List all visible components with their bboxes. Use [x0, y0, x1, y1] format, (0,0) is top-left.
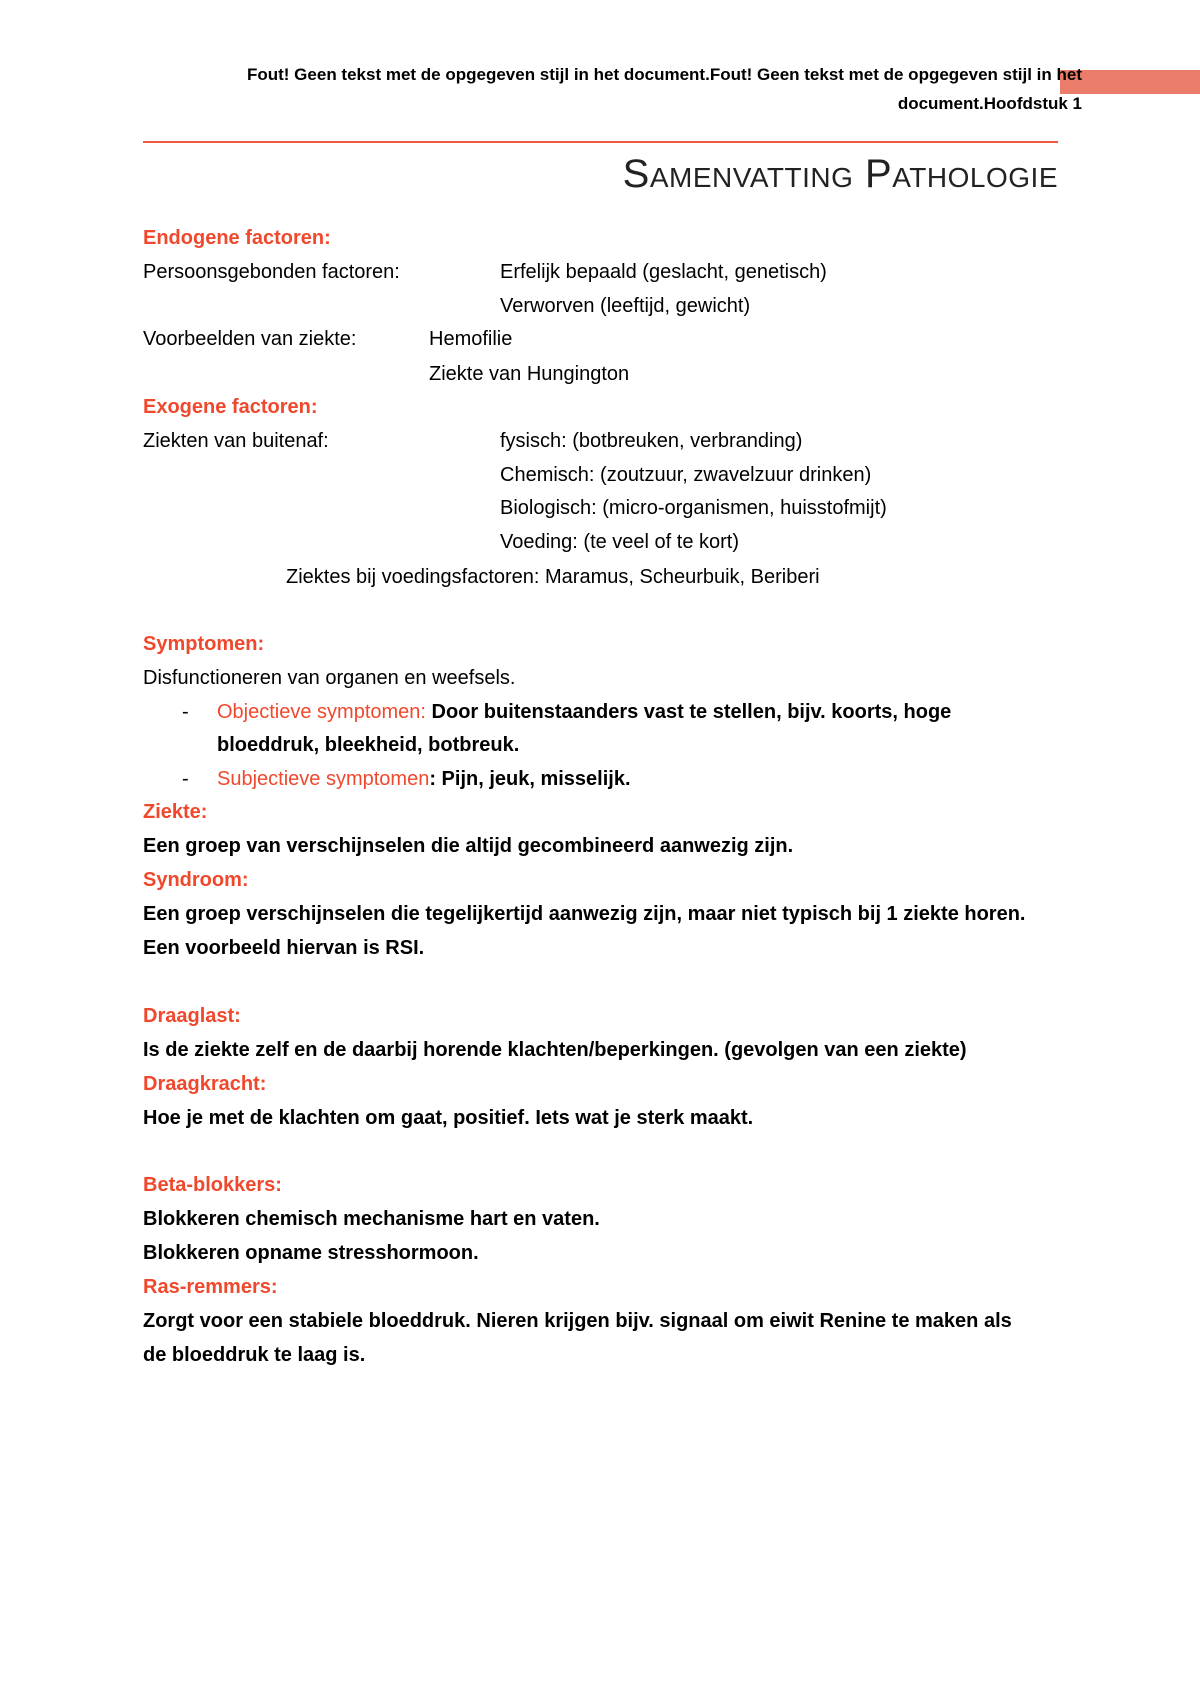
heading-syndroom: Syndroom:: [143, 869, 249, 891]
label-voorbeelden: Voorbeelden van ziekte:: [143, 328, 357, 350]
value-chemisch: Chemisch: (zoutzuur, zwavelzuur drinken): [500, 464, 872, 486]
syndroom-text-1: Een groep verschijnselen die tegelijkertijd aanwezig zijn, maar niet typisch bij 1 ziekte horen.: [143, 903, 1026, 925]
objectief-text: Door buitenstaanders vast te stellen, bijv. koorts, hoge: [425, 701, 952, 723]
ras-text-2: de bloeddruk te laag is.: [143, 1344, 366, 1366]
list-item-objectief: [217, 698, 951, 726]
draagkracht-text: Hoe je met de klachten om gaat, positief. Iets wat je sterk maakt.: [143, 1107, 754, 1129]
header-line-1: Fout! Geen tekst met de opgegeven stijl in het document.Fout! Geen tekst met de opgegeven stijl in het: [246, 65, 1082, 84]
heading-symptomen: Symptomen:: [143, 633, 265, 655]
draaglast-text: Is de ziekte zelf en de daarbij horende klachten/beperkingen. (gevolgen van een ziekte): [143, 1039, 967, 1061]
bullet-dash: -: [182, 701, 189, 723]
list-item-subjectief: [217, 765, 631, 793]
heading-draagkracht: Draagkracht:: [143, 1073, 267, 1095]
value-erfelijk: Erfelijk bepaald (geslacht, genetisch): [500, 261, 827, 283]
value-hungington: Ziekte van Hungington: [429, 363, 630, 385]
header-line-2: document.Hoofdstuk 1: [897, 94, 1082, 113]
value-fysisch: fysisch: (botbreuken, verbranding): [500, 430, 803, 452]
symptomen-text: Disfunctioneren van organen en weefsels.: [143, 667, 516, 689]
voeding-note: Ziektes bij voedingsfactoren: Maramus, Scheurbuik, Beriberi: [286, 566, 820, 588]
syndroom-text-2: Een voorbeeld hiervan is RSI.: [143, 937, 425, 959]
value-voeding: Voeding: (te veel of te kort): [500, 531, 740, 553]
heading-exogene: Exogene factoren:: [143, 396, 318, 418]
heading-ras-remmers: Ras-remmers:: [143, 1276, 278, 1298]
subjectief-text: : Pijn, jeuk, misselijk.: [429, 768, 631, 790]
title-rule: [143, 141, 1058, 143]
value-verworven: Verworven (leeftijd, gewicht): [500, 295, 751, 317]
beta-text-1: Blokkeren chemisch mechanisme hart en vaten.: [143, 1208, 600, 1230]
ras-text-1: Zorgt voor een stabiele bloeddruk. Nieren krijgen bijv. signaal om eiwit Renine te maken als: [143, 1310, 1012, 1332]
beta-text-2: Blokkeren opname stresshormoon.: [143, 1242, 479, 1264]
subjectief-label: Subjectieve symptomen: [217, 768, 430, 790]
heading-ziekte: Ziekte:: [143, 801, 208, 823]
value-biologisch: Biologisch: (micro-organismen, huisstofmijt): [500, 497, 887, 519]
value-hemofilie: Hemofilie: [429, 328, 513, 350]
bullet-dash: -: [182, 768, 189, 790]
objectief-label: Objectieve symptomen:: [217, 701, 426, 723]
objectief-text-continued: bloeddruk, bleekheid, botbreuk.: [217, 734, 520, 756]
page-header: [102, 58, 1082, 116]
page-title: Samenvatting Pathologie: [622, 152, 1058, 196]
label-persoonsgebonden: Persoonsgebonden factoren:: [143, 261, 400, 283]
heading-endogene: Endogene factoren:: [143, 227, 331, 249]
heading-draaglast: Draaglast:: [143, 1005, 241, 1027]
label-buitenaf: Ziekten van buitenaf:: [143, 430, 329, 452]
heading-beta-blokkers: Beta-blokkers:: [143, 1174, 282, 1196]
ziekte-text: Een groep van verschijnselen die altijd gecombineerd aanwezig zijn.: [143, 835, 794, 857]
